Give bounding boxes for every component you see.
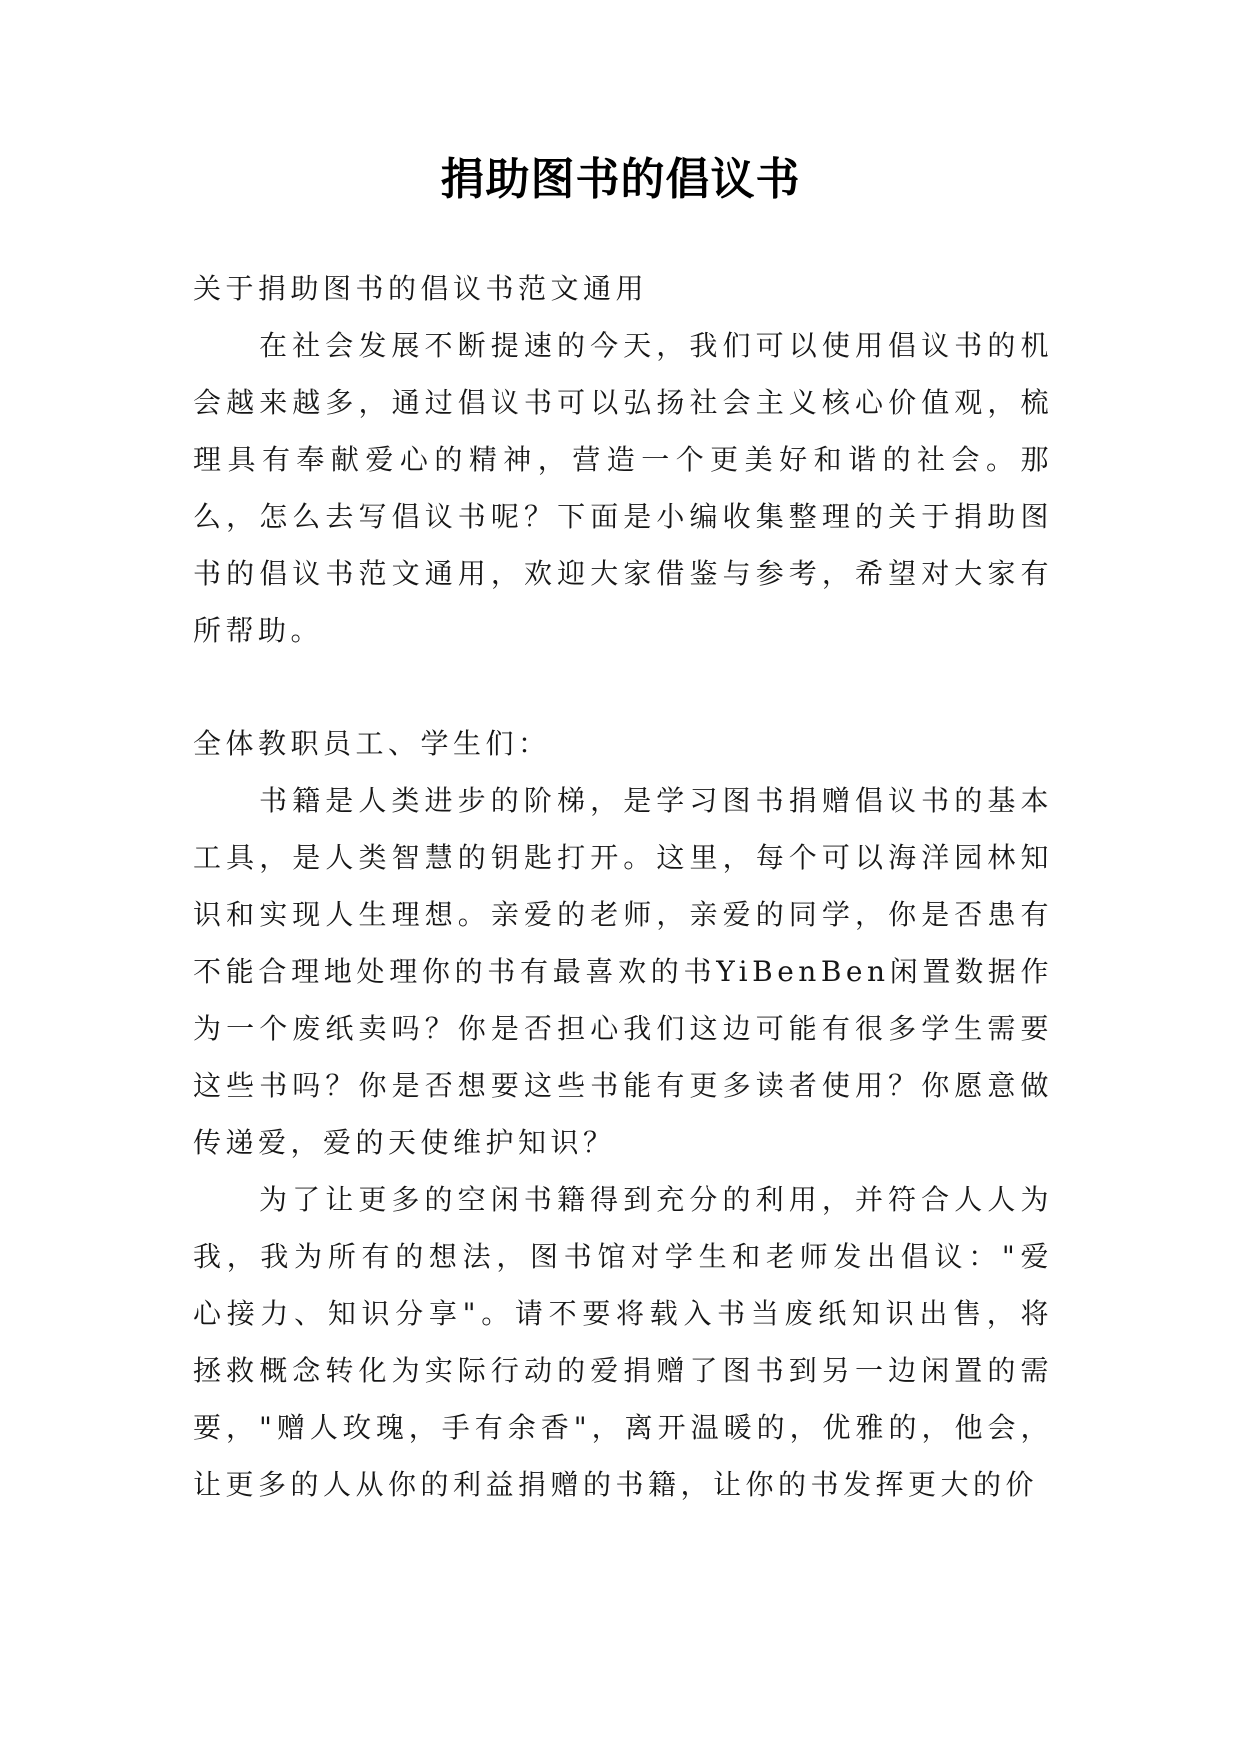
document-subtitle: 关于捐助图书的倡议书范文通用 [193,272,649,305]
salutation: 全体教职员工、学生们： [193,727,551,760]
body-paragraph-2: 为了让更多的空闲书籍得到充分的利用，并符合人人为我，我为所有的想法，图书馆对学生和老师发出倡议："爱心接力、知识分享"。请不要将载入书当废纸知识出售，将拯救概念转化为实际行动的爱捐赠了图书到另一边闲置的需要，"赠人玫瑰，手有余香"，离开温暖的，优雅的，他会，让更多的人从你的利益捐赠的书籍，让你的书发挥更大的价 [193,1183,1053,1501]
document-body [193,260,1053,1513]
document-title: 捐助图书的倡议书 [440,154,801,205]
body-paragraph-1: 书籍是人类进步的阶梯，是学习图书捐赠倡议书的基本工具，是人类智慧的钥匙打开。这里，每个可以海洋园林知识和实现人生理想。亲爱的老师，亲爱的同学，你是否患有不能合理地处理你的书有最喜欢的书YiBenBen闲置数据作为一个废纸卖吗？你是否担心我们这边可能有很多学生需要这些书吗？你是否想要这些书能有更多读者使用？你愿意做传递爱，爱的天使维护知识？ [193,784,1053,1159]
intro-paragraph: 在社会发展不断提速的今天，我们可以使用倡议书的机会越来越多，通过倡议书可以弘扬社会主义核心价值观，梳理具有奉献爱心的精神，营造一个更美好和谐的社会。那么，怎么去写倡议书呢？下面是小编收集整理的关于捐助图书的倡议书范文通用，欢迎大家借鉴与参考，希望对大家有所帮助。 [193,329,1053,647]
